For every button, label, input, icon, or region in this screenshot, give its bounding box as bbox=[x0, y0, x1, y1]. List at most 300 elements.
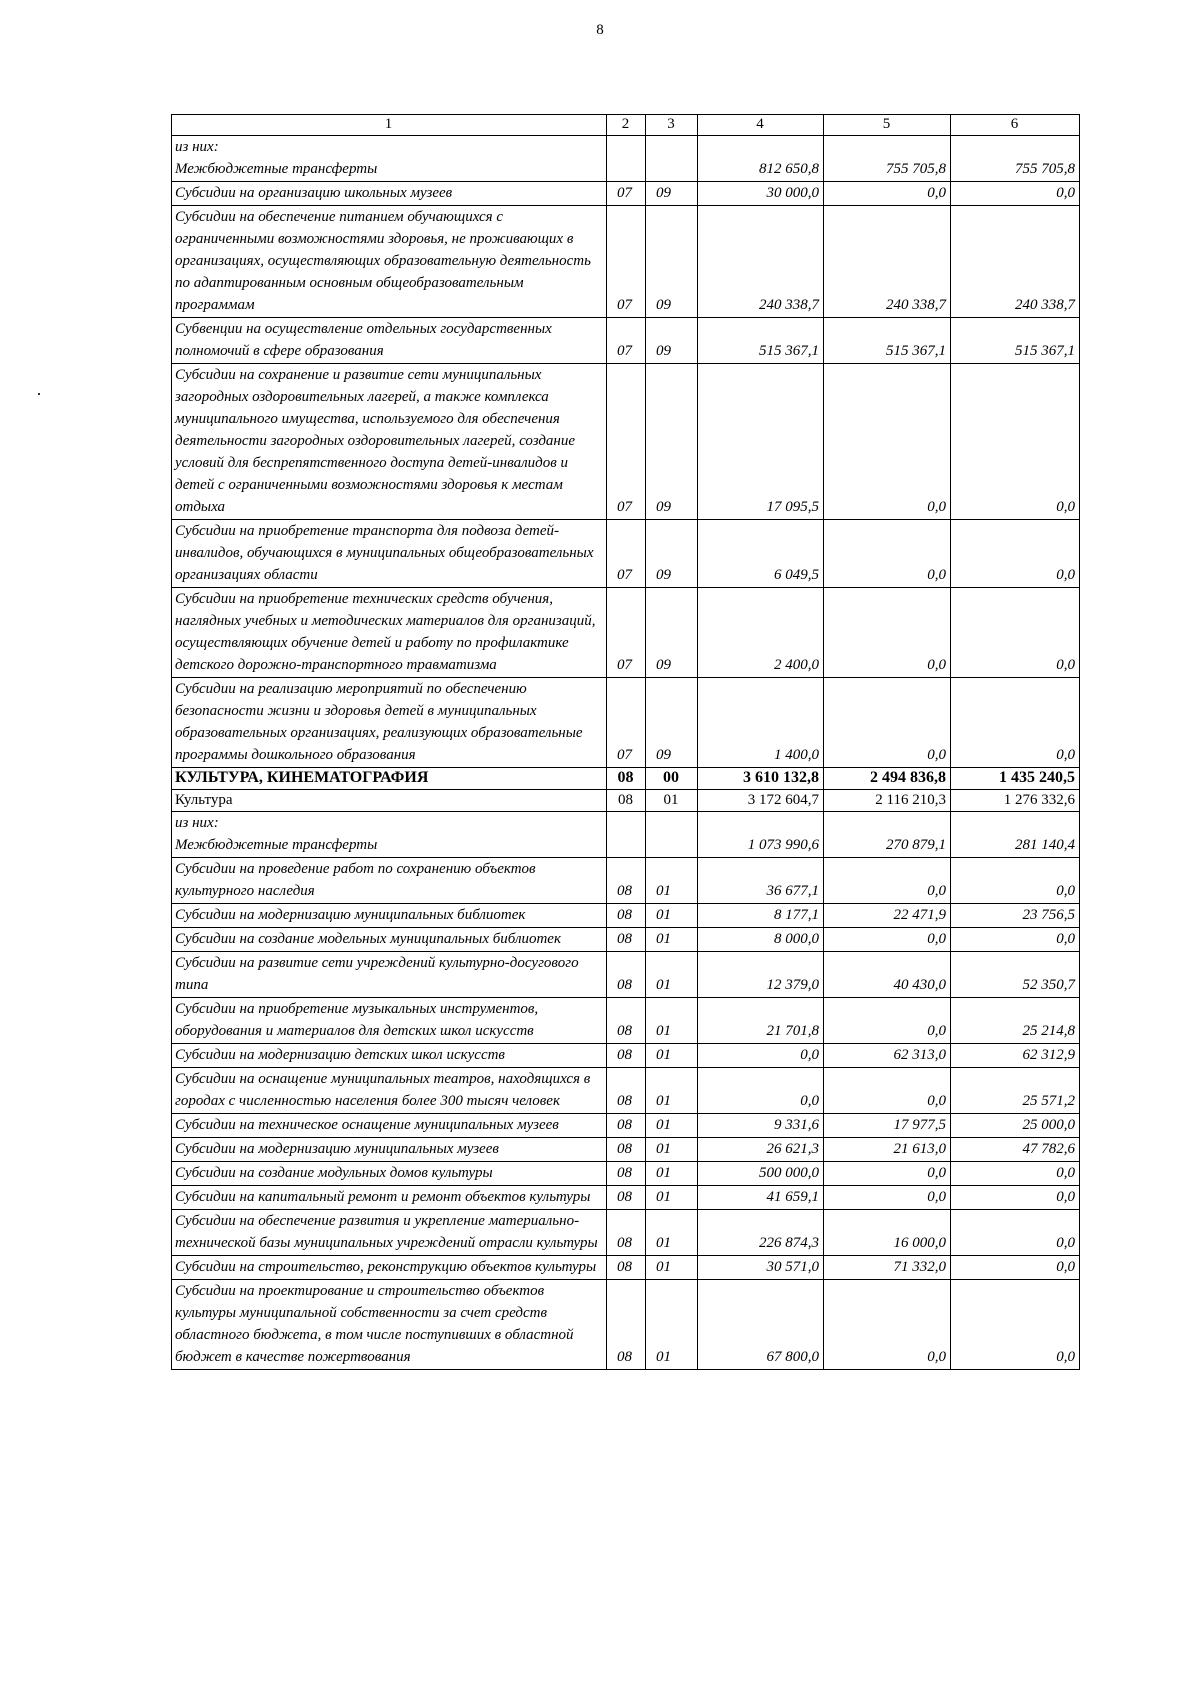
row-name-text: Субсидии на капитальный ремонт и ремонт объектов культуры bbox=[175, 1189, 591, 1205]
section-code-text: 08 bbox=[617, 1349, 632, 1365]
table-row bbox=[172, 136, 1080, 182]
amount-col4-cell bbox=[698, 998, 824, 1044]
subsection-code-text: 01 bbox=[656, 1165, 671, 1181]
row-name-cell bbox=[172, 182, 607, 206]
amount-col4-cell bbox=[698, 1186, 824, 1210]
amount-col4-cell bbox=[698, 136, 824, 182]
amount-col6-text: 47 782,6 bbox=[1022, 1141, 1075, 1157]
amount-col6-cell bbox=[951, 1114, 1080, 1138]
section-code-text: 08 bbox=[617, 1141, 632, 1157]
subsection-code-text: 09 bbox=[656, 657, 671, 673]
amount-col4-text: 240 338,7 bbox=[759, 297, 819, 313]
subsection-code-cell bbox=[646, 318, 698, 364]
subsection-code-cell bbox=[646, 1256, 698, 1280]
amount-col6-cell bbox=[951, 182, 1080, 206]
amount-col6-cell bbox=[951, 1044, 1080, 1068]
section-code-text: 07 bbox=[617, 499, 632, 515]
amount-col6-text: 0,0 bbox=[1056, 1349, 1075, 1365]
amount-col5-cell bbox=[824, 206, 951, 318]
table-row bbox=[172, 318, 1080, 364]
amount-col4-cell bbox=[698, 182, 824, 206]
amount-col5-text: 0,0 bbox=[927, 883, 946, 899]
subsection-code-cell bbox=[646, 1186, 698, 1210]
section-code-text: 07 bbox=[617, 343, 632, 359]
amount-col4-cell bbox=[698, 1068, 824, 1114]
amount-col6-cell bbox=[951, 318, 1080, 364]
amount-col6-text: 25 214,8 bbox=[1022, 1023, 1075, 1039]
row-name-cell bbox=[172, 1280, 607, 1370]
subsection-code-cell bbox=[646, 1138, 698, 1162]
section-code-text: 08 bbox=[617, 931, 632, 947]
row-name-cell bbox=[172, 1162, 607, 1186]
budget-table bbox=[171, 114, 1080, 1370]
subsection-code-cell bbox=[646, 1068, 698, 1114]
subsection-code-cell bbox=[646, 858, 698, 904]
subsection-code-text: 01 bbox=[656, 1047, 671, 1063]
section-code-cell bbox=[607, 1280, 646, 1370]
amount-col5-text: 16 000,0 bbox=[893, 1235, 946, 1251]
row-name-cell bbox=[172, 1114, 607, 1138]
table-row bbox=[172, 1114, 1080, 1138]
amount-col6-cell bbox=[951, 1280, 1080, 1370]
subsection-code-text: 09 bbox=[656, 567, 671, 583]
table-row bbox=[172, 952, 1080, 998]
amount-col4-text: 21 701,8 bbox=[766, 1023, 819, 1039]
section-code-cell bbox=[607, 182, 646, 206]
subsection-code-text: 01 bbox=[656, 1117, 671, 1133]
amount-col4-text: 26 621,3 bbox=[766, 1141, 819, 1157]
subsection-code-cell bbox=[646, 1280, 698, 1370]
subsection-code-cell bbox=[646, 1114, 698, 1138]
amount-col5-text: 0,0 bbox=[927, 499, 946, 515]
section-code-cell bbox=[607, 1114, 646, 1138]
amount-col4-text: 2 400,0 bbox=[774, 657, 819, 673]
amount-col4-cell bbox=[698, 928, 824, 952]
amount-col4-cell bbox=[698, 520, 824, 588]
row-name-text: Субсидии на развитие сети учреждений культурно-досугового типа bbox=[175, 955, 579, 993]
amount-col6-text: 0,0 bbox=[1056, 1165, 1075, 1181]
section-code-text: 07 bbox=[617, 567, 632, 583]
amount-col6-cell bbox=[951, 206, 1080, 318]
row-name-cell bbox=[172, 790, 607, 812]
row-name-cell bbox=[172, 904, 607, 928]
page-number: 8 bbox=[596, 22, 604, 38]
table-row bbox=[172, 858, 1080, 904]
section-code-text: 07 bbox=[617, 747, 632, 763]
subsection-code-cell bbox=[646, 678, 698, 768]
amount-col5-text: 17 977,5 bbox=[893, 1117, 946, 1133]
subsection-code-cell bbox=[646, 182, 698, 206]
section-code-text: 08 bbox=[617, 1047, 632, 1063]
amount-col6-cell bbox=[951, 678, 1080, 768]
amount-col4-text: 67 800,0 bbox=[766, 1349, 819, 1365]
row-name-cell bbox=[172, 1044, 607, 1068]
amount-col4-text: 30 571,0 bbox=[766, 1259, 819, 1275]
amount-col6-text: 23 756,5 bbox=[1022, 907, 1075, 923]
section-code-cell bbox=[607, 1256, 646, 1280]
amount-col4-cell bbox=[698, 812, 824, 858]
amount-col5-cell bbox=[824, 520, 951, 588]
section-code-cell bbox=[607, 1186, 646, 1210]
amount-col5-text: 2 494 836,8 bbox=[870, 769, 946, 786]
amount-col6-text: 1 435 240,5 bbox=[999, 769, 1075, 786]
section-code-cell bbox=[607, 1162, 646, 1186]
amount-col4-text: 6 049,5 bbox=[774, 567, 819, 583]
row-name-text: Субсидии на проведение работ по сохранению объектов культурного наследия bbox=[175, 861, 536, 899]
amount-col5-text: 0,0 bbox=[927, 657, 946, 673]
table-row bbox=[172, 678, 1080, 768]
subsection-code-cell bbox=[646, 952, 698, 998]
row-name-cell bbox=[172, 1256, 607, 1280]
amount-col4-text: 3 610 132,8 bbox=[743, 769, 819, 786]
section-code-cell bbox=[607, 364, 646, 520]
row-name-text: из них: Межбюджетные трансферты bbox=[175, 815, 378, 853]
amount-col5-cell bbox=[824, 858, 951, 904]
section-code-cell bbox=[607, 768, 646, 790]
row-name-cell bbox=[172, 768, 607, 790]
table-row bbox=[172, 1138, 1080, 1162]
amount-col6-cell bbox=[951, 768, 1080, 790]
section-code-cell bbox=[607, 812, 646, 858]
amount-col5-cell bbox=[824, 318, 951, 364]
amount-col4-cell bbox=[698, 858, 824, 904]
amount-col4-text: 12 379,0 bbox=[766, 977, 819, 993]
amount-col5-cell bbox=[824, 364, 951, 520]
subsection-code-cell bbox=[646, 1210, 698, 1256]
section-code-cell bbox=[607, 206, 646, 318]
table-row bbox=[172, 812, 1080, 858]
row-name-text: Субсидии на организацию школьных музеев bbox=[175, 185, 453, 201]
amount-col5-cell bbox=[824, 182, 951, 206]
amount-col4-cell bbox=[698, 768, 824, 790]
amount-col5-text: 0,0 bbox=[927, 1189, 946, 1205]
subsection-code-cell bbox=[646, 768, 698, 790]
amount-col6-text: 62 312,9 bbox=[1022, 1047, 1075, 1063]
row-name-text: Субсидии на обеспечение развития и укрепление материально-технической базы муниципальных учреждений отрасли культуры bbox=[175, 1213, 598, 1251]
amount-col6-text: 281 140,4 bbox=[1015, 837, 1075, 853]
amount-col4-text: 515 367,1 bbox=[759, 343, 819, 359]
section-code-cell bbox=[607, 678, 646, 768]
amount-col4-cell bbox=[698, 904, 824, 928]
amount-col4-text: 8 000,0 bbox=[774, 931, 819, 947]
section-code-cell bbox=[607, 952, 646, 998]
section-code-cell bbox=[607, 136, 646, 182]
amount-col4-text: 226 874,3 bbox=[759, 1235, 819, 1251]
amount-col6-text: 0,0 bbox=[1056, 1235, 1075, 1251]
amount-col6-text: 25 571,2 bbox=[1022, 1093, 1075, 1109]
row-name-cell bbox=[172, 998, 607, 1044]
row-name-text: из них: Межбюджетные трансферты bbox=[175, 139, 378, 177]
amount-col5-text: 240 338,7 bbox=[886, 297, 946, 313]
amount-col4-text: 1 073 990,6 bbox=[747, 837, 819, 853]
subsection-code-text: 01 bbox=[656, 1259, 671, 1275]
row-name-cell bbox=[172, 136, 607, 182]
subsection-code-text: 01 bbox=[656, 1023, 671, 1039]
amount-col4-cell bbox=[698, 1256, 824, 1280]
section-code-cell bbox=[607, 1138, 646, 1162]
subsection-code-cell bbox=[646, 1044, 698, 1068]
section-code-text: 07 bbox=[617, 657, 632, 673]
section-code-cell bbox=[607, 904, 646, 928]
amount-col6-cell bbox=[951, 952, 1080, 998]
row-name-text: Субсидии на оснащение муниципальных театров, находящихся в городах с численностью населения более 300 тысяч человек bbox=[175, 1071, 591, 1109]
subsection-code-text: 09 bbox=[656, 747, 671, 763]
subsection-code-text: 01 bbox=[656, 977, 671, 993]
row-name-text: Субсидии на техническое оснащение муниципальных музеев bbox=[175, 1117, 559, 1133]
section-code-text: 08 bbox=[617, 977, 632, 993]
subsection-code-cell bbox=[646, 998, 698, 1044]
row-name-text: Субсидии на создание модульных домов культуры bbox=[175, 1165, 493, 1181]
amount-col5-text: 0,0 bbox=[927, 1093, 946, 1109]
row-name-text: Субсидии на приобретение транспорта для подвоза детей-инвалидов, обучающихся в муниципальных общеобразовательных организациях области bbox=[175, 523, 594, 583]
amount-col6-text: 1 276 332,6 bbox=[1003, 792, 1075, 808]
amount-col4-text: 0,0 bbox=[800, 1093, 819, 1109]
subsection-code-cell bbox=[646, 904, 698, 928]
amount-col6-cell bbox=[951, 1138, 1080, 1162]
row-name-cell bbox=[172, 1210, 607, 1256]
table-row bbox=[172, 790, 1080, 812]
section-code-text: 08 bbox=[617, 769, 634, 786]
amount-col5-text: 2 116 210,3 bbox=[875, 792, 946, 808]
amount-col6-text: 0,0 bbox=[1056, 1189, 1075, 1205]
amount-col5-cell bbox=[824, 998, 951, 1044]
header-row bbox=[172, 115, 1080, 136]
amount-col5-cell bbox=[824, 1114, 951, 1138]
table-row bbox=[172, 182, 1080, 206]
amount-col4-cell bbox=[698, 1280, 824, 1370]
amount-col4-cell bbox=[698, 678, 824, 768]
row-name-text: КУЛЬТУРА, КИНЕМАТОГРАФИЯ bbox=[175, 769, 429, 786]
amount-col5-text: 62 313,0 bbox=[893, 1047, 946, 1063]
row-name-cell bbox=[172, 364, 607, 520]
table-row bbox=[172, 206, 1080, 318]
amount-col5-text: 0,0 bbox=[927, 1165, 946, 1181]
table-row bbox=[172, 1256, 1080, 1280]
amount-col4-text: 9 331,6 bbox=[774, 1117, 819, 1133]
amount-col4-text: 17 095,5 bbox=[766, 499, 819, 515]
row-name-text: Субсидии на модернизацию муниципальных музеев bbox=[175, 1141, 499, 1157]
section-code-cell bbox=[607, 998, 646, 1044]
amount-col6-text: 0,0 bbox=[1056, 185, 1075, 201]
row-name-text: Субвенции на осуществление отдельных государственных полномочий в сфере образования bbox=[175, 321, 552, 359]
amount-col6-cell bbox=[951, 904, 1080, 928]
amount-col4-text: 30 000,0 bbox=[766, 185, 819, 201]
subsection-code-cell bbox=[646, 588, 698, 678]
subsection-code-cell bbox=[646, 1162, 698, 1186]
amount-col6-cell bbox=[951, 1162, 1080, 1186]
amount-col4-cell bbox=[698, 318, 824, 364]
amount-col5-cell bbox=[824, 1186, 951, 1210]
col-header-1: 1 bbox=[172, 115, 607, 136]
row-name-cell bbox=[172, 318, 607, 364]
subsection-code-text: 01 bbox=[656, 1093, 671, 1109]
amount-col4-text: 36 677,1 bbox=[766, 883, 819, 899]
amount-col6-cell bbox=[951, 588, 1080, 678]
amount-col6-text: 240 338,7 bbox=[1015, 297, 1075, 313]
amount-col5-cell bbox=[824, 952, 951, 998]
table-row bbox=[172, 1068, 1080, 1114]
amount-col5-text: 0,0 bbox=[927, 1349, 946, 1365]
row-name-text: Субсидии на приобретение технических средств обучения, наглядных учебных и методических материалов для организаций, осуществляющих обучение детей и работу по профилактике детского дорожно-транспортного травматизма bbox=[175, 591, 596, 673]
row-name-text: Субсидии на модернизацию детских школ искусств bbox=[175, 1047, 505, 1063]
amount-col6-cell bbox=[951, 928, 1080, 952]
section-code-text: 08 bbox=[617, 1093, 632, 1109]
section-code-cell bbox=[607, 520, 646, 588]
col-header-5: 5 bbox=[824, 115, 951, 136]
table-row bbox=[172, 1280, 1080, 1370]
amount-col4-cell bbox=[698, 790, 824, 812]
table-row bbox=[172, 998, 1080, 1044]
amount-col6-cell bbox=[951, 1256, 1080, 1280]
amount-col5-text: 22 471,9 bbox=[893, 907, 946, 923]
subsection-code-cell bbox=[646, 928, 698, 952]
subsection-code-cell bbox=[646, 364, 698, 520]
amount-col4-cell bbox=[698, 1114, 824, 1138]
amount-col6-cell bbox=[951, 812, 1080, 858]
subsection-code-text: 01 bbox=[656, 1349, 671, 1365]
table-row bbox=[172, 520, 1080, 588]
amount-col4-text: 3 172 604,7 bbox=[747, 792, 819, 808]
subsection-code-text: 01 bbox=[656, 907, 671, 923]
amount-col4-text: 812 650,8 bbox=[759, 161, 819, 177]
section-code-text: 08 bbox=[617, 1259, 632, 1275]
amount-col5-cell bbox=[824, 136, 951, 182]
table-row bbox=[172, 1186, 1080, 1210]
row-name-cell bbox=[172, 952, 607, 998]
subsection-code-text: 01 bbox=[663, 792, 679, 808]
col-header-6: 6 bbox=[951, 115, 1080, 136]
subsection-code-text: 09 bbox=[656, 499, 671, 515]
table-row bbox=[172, 1210, 1080, 1256]
subsection-code-text: 01 bbox=[656, 931, 671, 947]
amount-col6-cell bbox=[951, 1210, 1080, 1256]
amount-col5-cell bbox=[824, 768, 951, 790]
amount-col6-cell bbox=[951, 790, 1080, 812]
table-row bbox=[172, 928, 1080, 952]
subsection-code-text: 01 bbox=[656, 1189, 671, 1205]
subsection-code-text: 01 bbox=[656, 1141, 671, 1157]
section-code-text: 08 bbox=[617, 1023, 632, 1039]
amount-col6-text: 0,0 bbox=[1056, 499, 1075, 515]
amount-col6-cell bbox=[951, 1186, 1080, 1210]
row-name-cell bbox=[172, 928, 607, 952]
amount-col6-cell bbox=[951, 520, 1080, 588]
section-code-text: 08 bbox=[617, 883, 632, 899]
subsection-code-text: 09 bbox=[656, 185, 671, 201]
col-header-4: 4 bbox=[698, 115, 824, 136]
amount-col4-cell bbox=[698, 952, 824, 998]
amount-col6-cell bbox=[951, 364, 1080, 520]
amount-col5-text: 0,0 bbox=[927, 1023, 946, 1039]
row-name-text: Субсидии на проектирование и строительство объектов культуры муниципальной собственности за счет средств областного бюджета, в том числе поступивших в областной бюджет в качестве пожертвования bbox=[175, 1283, 574, 1365]
amount-col6-text: 0,0 bbox=[1056, 567, 1075, 583]
amount-col5-text: 0,0 bbox=[927, 931, 946, 947]
section-code-text: 08 bbox=[617, 1189, 632, 1205]
row-name-text: Субсидии на обеспечение питанием обучающихся с ограниченными возможностями здоровья, не проживающих в организациях, осуществляющих образовательную деятельность по адаптированным основным общеобразовательным программам bbox=[175, 209, 591, 313]
amount-col4-cell bbox=[698, 1162, 824, 1186]
amount-col5-cell bbox=[824, 904, 951, 928]
amount-col4-cell bbox=[698, 588, 824, 678]
section-code-cell bbox=[607, 928, 646, 952]
section-code-cell bbox=[607, 1044, 646, 1068]
amount-col5-cell bbox=[824, 928, 951, 952]
col-header-2: 2 bbox=[607, 115, 646, 136]
amount-col4-cell bbox=[698, 1138, 824, 1162]
amount-col4-text: 8 177,1 bbox=[774, 907, 819, 923]
amount-col6-cell bbox=[951, 136, 1080, 182]
row-name-cell bbox=[172, 206, 607, 318]
amount-col5-text: 0,0 bbox=[927, 567, 946, 583]
row-name-cell bbox=[172, 858, 607, 904]
section-code-text: 08 bbox=[617, 907, 632, 923]
amount-col5-cell bbox=[824, 678, 951, 768]
amount-col4-text: 1 400,0 bbox=[774, 747, 819, 763]
section-code-text: 07 bbox=[617, 297, 632, 313]
subsection-code-cell bbox=[646, 790, 698, 812]
amount-col6-text: 52 350,7 bbox=[1022, 977, 1075, 993]
amount-col6-text: 515 367,1 bbox=[1015, 343, 1075, 359]
amount-col5-text: 21 613,0 bbox=[893, 1141, 946, 1157]
amount-col5-cell bbox=[824, 1044, 951, 1068]
section-code-text: 08 bbox=[617, 1165, 632, 1181]
amount-col5-text: 0,0 bbox=[927, 747, 946, 763]
row-name-cell bbox=[172, 1138, 607, 1162]
amount-col4-text: 0,0 bbox=[800, 1047, 819, 1063]
amount-col6-cell bbox=[951, 1068, 1080, 1114]
table-row bbox=[172, 364, 1080, 520]
amount-col5-cell bbox=[824, 1280, 951, 1370]
row-name-text: Культура bbox=[175, 792, 233, 808]
amount-col4-cell bbox=[698, 1210, 824, 1256]
amount-col4-text: 500 000,0 bbox=[759, 1165, 819, 1181]
amount-col6-cell bbox=[951, 998, 1080, 1044]
subsection-code-cell bbox=[646, 520, 698, 588]
amount-col6-text: 0,0 bbox=[1056, 657, 1075, 673]
amount-col5-cell bbox=[824, 1210, 951, 1256]
table-row bbox=[172, 1162, 1080, 1186]
amount-col5-cell bbox=[824, 1256, 951, 1280]
amount-col4-cell bbox=[698, 206, 824, 318]
budget-table-body bbox=[172, 115, 1080, 1370]
section-code-text: 08 bbox=[617, 1117, 632, 1133]
row-name-text: Субсидии на строительство, реконструкцию объектов культуры bbox=[175, 1259, 597, 1275]
subsection-code-text: 01 bbox=[656, 883, 671, 899]
amount-col5-cell bbox=[824, 588, 951, 678]
amount-col4-cell bbox=[698, 1044, 824, 1068]
section-code-cell bbox=[607, 858, 646, 904]
section-row bbox=[172, 768, 1080, 790]
amount-col5-text: 755 705,8 bbox=[886, 161, 946, 177]
scan-speck bbox=[38, 393, 40, 395]
amount-col5-cell bbox=[824, 1138, 951, 1162]
amount-col5-text: 40 430,0 bbox=[893, 977, 946, 993]
row-name-text: Субсидии на создание модельных муниципальных библиотек bbox=[175, 931, 561, 947]
amount-col5-text: 0,0 bbox=[927, 185, 946, 201]
amount-col5-cell bbox=[824, 1068, 951, 1114]
amount-col6-text: 25 000,0 bbox=[1022, 1117, 1075, 1133]
row-name-cell bbox=[172, 678, 607, 768]
row-name-cell bbox=[172, 588, 607, 678]
table-row bbox=[172, 1044, 1080, 1068]
amount-col5-text: 270 879,1 bbox=[886, 837, 946, 853]
amount-col6-text: 755 705,8 bbox=[1015, 161, 1075, 177]
section-code-text: 07 bbox=[617, 185, 632, 201]
row-name-text: Субсидии на реализацию мероприятий по обеспечению безопасности жизни и здоровья детей в муниципальных образовательных организациях, реализующих образовательные программы дошкольного образования bbox=[175, 681, 583, 763]
row-name-text: Субсидии на приобретение музыкальных инструментов, оборудования и материалов для детских школ искусств bbox=[175, 1001, 539, 1039]
section-code-cell bbox=[607, 588, 646, 678]
amount-col6-text: 0,0 bbox=[1056, 747, 1075, 763]
table-row bbox=[172, 588, 1080, 678]
